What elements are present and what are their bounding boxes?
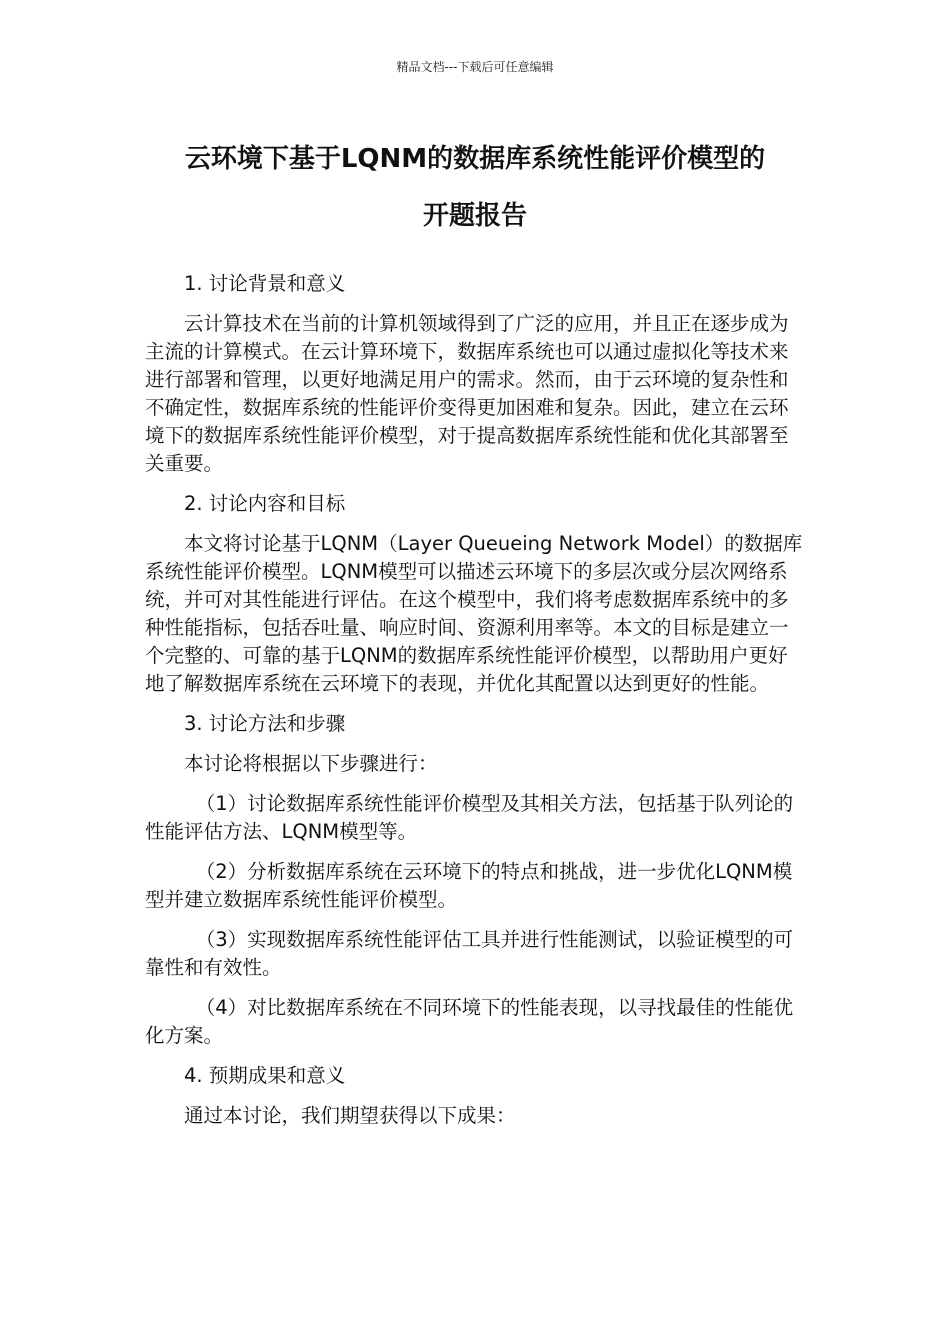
step-item-3: （3）实现数据库系统性能评估工具并进行性能测试，以验证模型的可靠性和有效性。 — [145, 928, 794, 979]
section-paragraph-1: 云计算技术在当前的计算机领域得到了广泛的应用，并且正在逐步成为主流的计算模式。在云计算环境下，数据库系统也可以通过虚拟化等技术来进行部署和管理，以更好地满足用户的需求。然而，由于云环境的复杂性和不确定性，数据库系统的性能评价变得更加困难和复杂。因此，建立在云环境下的数据库系统性能评价模型，对于提高数据库系统性能和优化其部署至关重要。 — [145, 312, 789, 475]
section-heading-1: 1. 讨论背景和意义 — [184, 272, 346, 295]
section-intro-3: 本讨论将根据以下步骤进行： — [184, 752, 438, 775]
section-heading-2: 2. 讨论内容和目标 — [184, 492, 346, 515]
document-title-line-2: 开题报告 — [422, 201, 527, 231]
section-intro-4: 通过本讨论，我们期望获得以下成果： — [184, 1104, 516, 1127]
document-title-line-1: 云环境下基于LQNM的数据库系统性能评价模型的 — [184, 144, 766, 174]
step-item-2: （2）分析数据库系统在云环境下的特点和挑战，进一步优化LQNM模型并建立数据库系统性能评价模型。 — [145, 860, 793, 911]
step-item-1: （1）讨论数据库系统性能评价模型及其相关方法，包括基于队列论的性能评估方法、LQNM模型等。 — [145, 792, 794, 843]
section-heading-4: 4. 预期成果和意义 — [184, 1064, 346, 1087]
page-header-note: 精品文档---下载后可任意编辑 — [396, 60, 554, 74]
section-paragraph-2: 本文将讨论基于LQNM（Layer Queueing Network Model）的数据库系统性能评价模型。LQNM模型可以描述云环境下的多层次或分层次网络系统，并可对其性能进行评估。在这个模型中，我们将考虑数据库系统中的多种性能指标，包括吞吐量、响应时间、资源利用率等。本文的目标是建立一个完整的、可靠的基于LQNM的数据库系统性能评价模型，以帮助用户更好地了解数据库系统在云环境下的表现，并优化其配置以达到更好的性能。 — [145, 532, 803, 695]
document-body — [145, 270, 805, 1142]
section-heading-3: 3. 讨论方法和步骤 — [184, 712, 346, 735]
step-item-4: （4）对比数据库系统在不同环境下的性能表现，以寻找最佳的性能优化方案。 — [145, 996, 794, 1047]
